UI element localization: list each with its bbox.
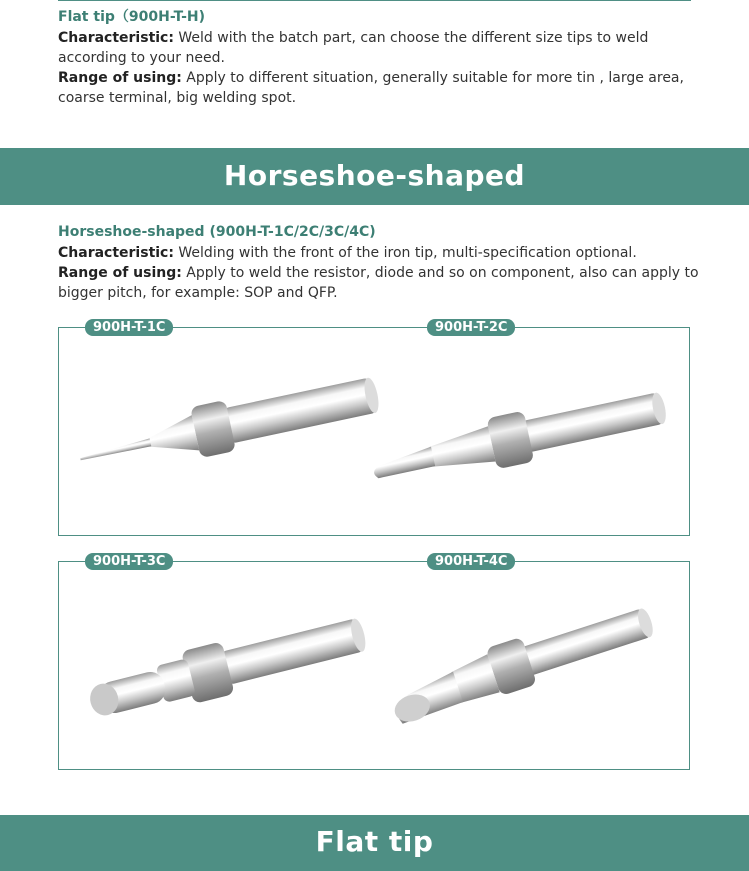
flat-tip-section <box>58 8 708 108</box>
characteristic-text: Welding with the front of the iron tip, multi-specification optional. <box>173 245 637 261</box>
range-text: Apply to weld the resistor, diode and so on component, also can apply to bigger pitch, for example: SOP and QFP. <box>58 265 699 301</box>
tip-label-3c: 900H-T-3C <box>85 553 173 570</box>
characteristic-label: Characteristic: <box>58 245 174 261</box>
horseshoe-title: Horseshoe-shaped (900H-T-1C/2C/3C/4C) <box>58 224 376 240</box>
characteristic-text: Weld with the batch part, can choose the different size tips to weld according to your need. <box>58 30 649 66</box>
flat-tip-characteristic <box>58 28 708 68</box>
horseshoe-range <box>58 263 708 303</box>
characteristic-label: Characteristic: <box>58 30 174 46</box>
tip-image-1c <box>68 372 388 492</box>
tip-label-1c: 900H-T-1C <box>85 319 173 336</box>
flat-tip-range <box>58 68 708 108</box>
tip-label-4c: 900H-T-4C <box>427 553 515 570</box>
range-text: Apply to different situation, generally suitable for more tin , large area, coarse terminal, big welding spot. <box>58 70 684 106</box>
horseshoe-band: Horseshoe-shaped <box>0 148 749 205</box>
flat-tip-band: Flat tip <box>0 815 749 871</box>
range-label: Range of using: <box>58 265 182 281</box>
horseshoe-characteristic <box>58 243 708 263</box>
horseshoe-section <box>58 223 708 303</box>
tip-image-2c <box>360 382 680 502</box>
tip-image-3c <box>75 605 395 735</box>
flat-tip-title: Flat tip（900H-T-H) <box>58 9 205 25</box>
top-divider <box>58 0 691 1</box>
range-label: Range of using: <box>58 70 182 86</box>
tip-image-4c <box>375 600 695 730</box>
tip-label-2c: 900H-T-2C <box>427 319 515 336</box>
